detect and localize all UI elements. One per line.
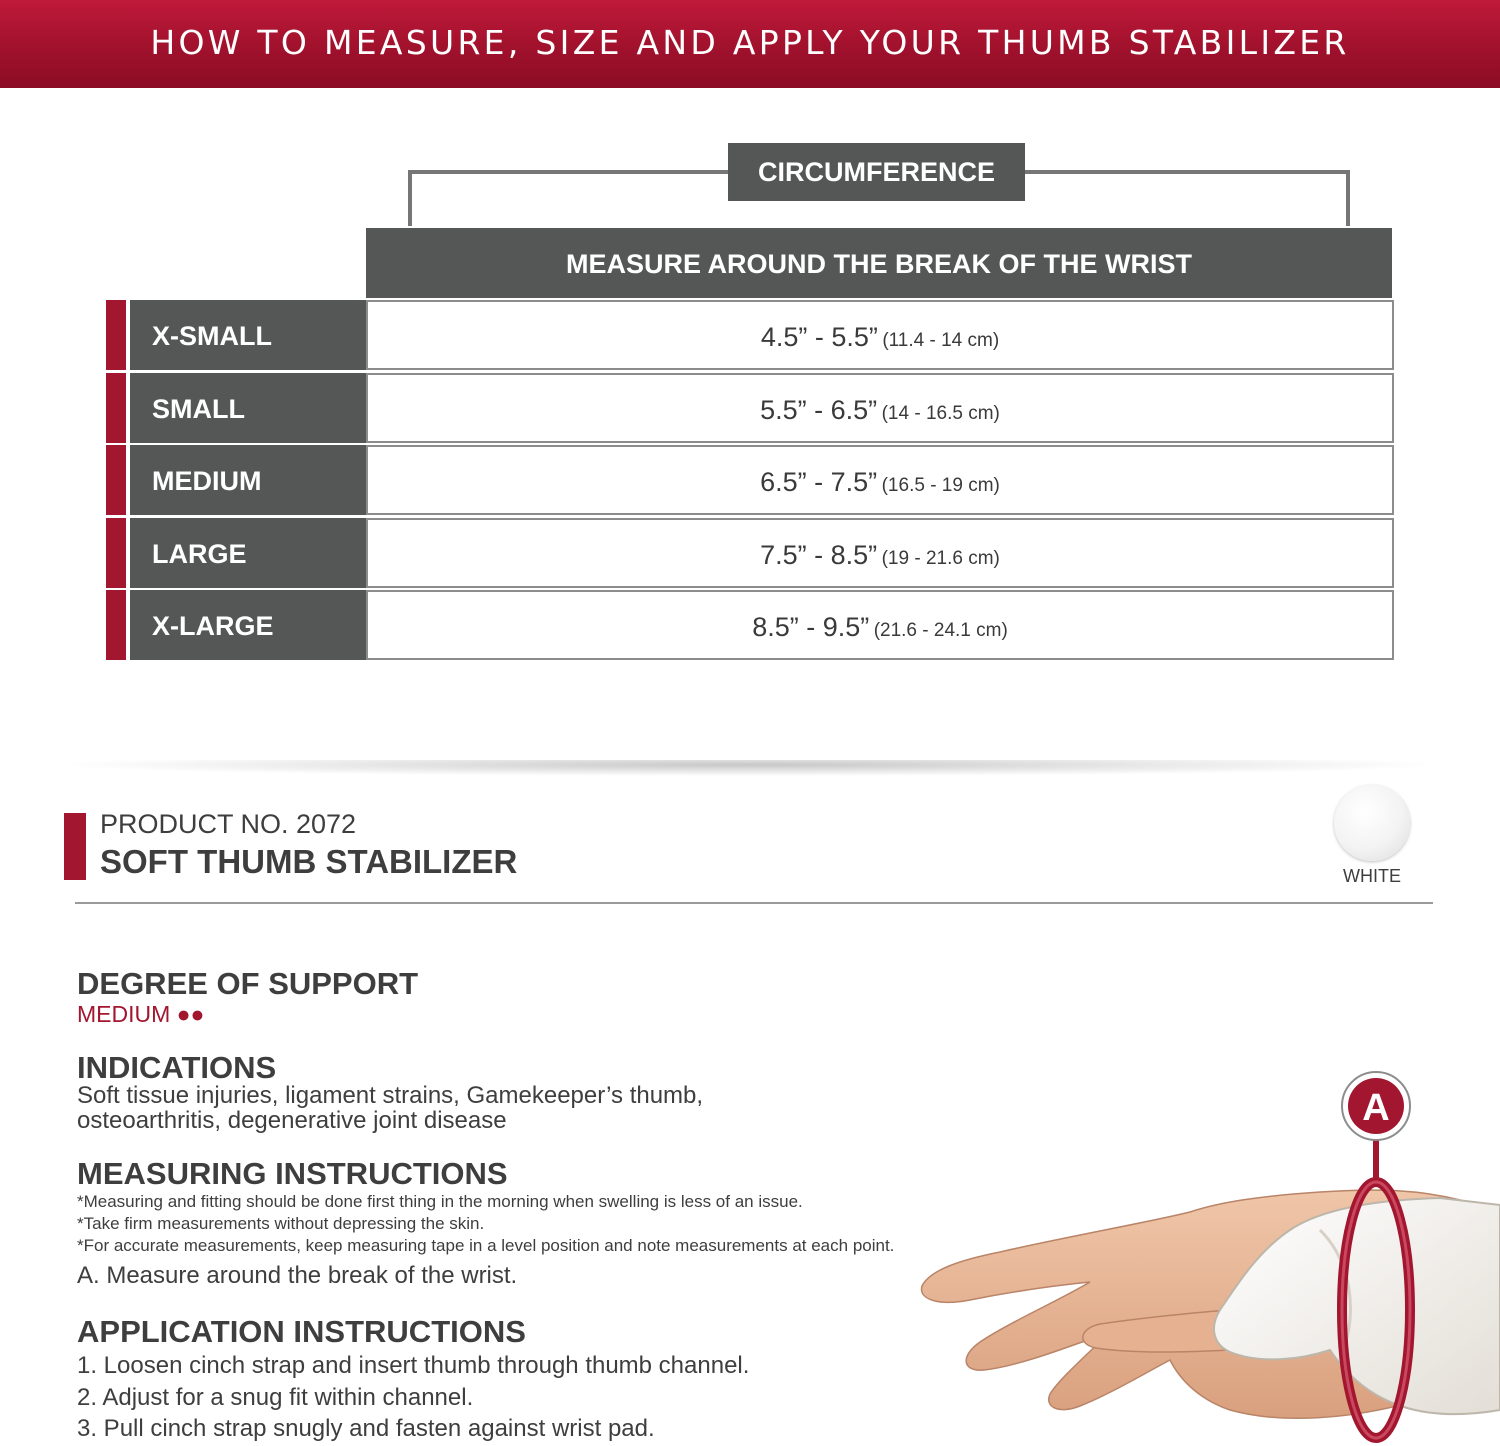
application-step: 1. Loosen cinch strap and insert thumb through thumb channel. bbox=[77, 1352, 750, 1379]
size-row-accent bbox=[106, 445, 126, 515]
measurement-column-header: MEASURE AROUND THE BREAK OF THE WRIST bbox=[366, 228, 1392, 298]
support-level: MEDIUM ●● bbox=[77, 1001, 205, 1027]
size-inches: 4.5” - 5.5” bbox=[760, 322, 878, 352]
product-accent-bar bbox=[64, 813, 86, 880]
measuring-step: A. Measure around the break of the wrist. bbox=[77, 1262, 518, 1289]
circumference-label: CIRCUMFERENCE bbox=[728, 143, 1025, 201]
page-title: HOW TO MEASURE, SIZE AND APPLY YOUR THUMB STABILIZER bbox=[150, 23, 1350, 62]
measuring-note: *Measuring and fitting should be done first thing in the morning when swelling is less of an issue. bbox=[77, 1192, 803, 1211]
color-swatch-label: WHITE bbox=[1343, 866, 1401, 886]
size-inches: 6.5” - 7.5” bbox=[760, 467, 878, 497]
measuring-heading: MEASURING INSTRUCTIONS bbox=[77, 1156, 508, 1191]
size-inches: 5.5” - 6.5” bbox=[760, 395, 878, 425]
measuring-note: *Take firm measurements without depressing the skin. bbox=[77, 1214, 485, 1233]
marker-letter: A bbox=[1362, 1087, 1390, 1129]
size-cm: (16.5 - 19 cm) bbox=[881, 475, 1000, 496]
support-heading: DEGREE OF SUPPORT bbox=[77, 966, 419, 1001]
application-heading: APPLICATION INSTRUCTIONS bbox=[77, 1314, 526, 1349]
indications-heading: INDICATIONS bbox=[77, 1050, 277, 1085]
size-row-accent bbox=[106, 518, 126, 588]
size-label: MEDIUM bbox=[152, 466, 262, 496]
product-number: PRODUCT NO. 2072 bbox=[100, 809, 357, 839]
size-row-medium bbox=[106, 445, 1396, 515]
size-row-accent bbox=[106, 590, 126, 660]
product-name: SOFT THUMB STABILIZER bbox=[100, 843, 518, 880]
size-row-small bbox=[106, 373, 1396, 443]
product-rule bbox=[75, 902, 1433, 904]
size-label: X-LARGE bbox=[152, 611, 274, 641]
header-banner bbox=[0, 0, 1500, 88]
size-value-cell bbox=[366, 445, 1394, 515]
size-cm: (21.6 - 24.1 cm) bbox=[873, 620, 1008, 641]
size-label: X-SMALL bbox=[152, 321, 272, 351]
size-row-accent bbox=[106, 300, 126, 370]
section-divider bbox=[70, 760, 1430, 776]
size-label: LARGE bbox=[152, 539, 247, 569]
size-label: SMALL bbox=[152, 394, 245, 424]
application-step: 2. Adjust for a snug fit within channel. bbox=[77, 1384, 474, 1411]
size-cm: (11.4 - 14 cm) bbox=[882, 330, 1000, 351]
size-cm: (14 - 16.5 cm) bbox=[881, 403, 1000, 424]
size-label-cell bbox=[130, 518, 370, 588]
indications-line: Soft tissue injuries, ligament strains, Gamekeeper’s thumb, bbox=[77, 1082, 704, 1109]
indications-line: osteoarthritis, degenerative joint disease bbox=[77, 1107, 507, 1134]
size-value-cell bbox=[366, 300, 1394, 370]
size-cm: (19 - 21.6 cm) bbox=[881, 548, 1000, 569]
hand-brace-illustration bbox=[900, 1060, 1500, 1446]
size-value-cell bbox=[366, 373, 1394, 443]
size-row-large bbox=[106, 518, 1396, 588]
size-label-cell bbox=[130, 590, 370, 660]
color-swatch-white bbox=[1334, 785, 1410, 861]
size-value-cell bbox=[366, 590, 1394, 660]
size-inches: 7.5” - 8.5” bbox=[760, 540, 878, 570]
size-label-cell bbox=[130, 300, 370, 370]
measuring-note: *For accurate measurements, keep measuring tape in a level position and note measurements at each point. bbox=[77, 1236, 895, 1255]
size-inches: 8.5” - 9.5” bbox=[752, 612, 870, 642]
size-row-accent bbox=[106, 373, 126, 443]
size-label-cell bbox=[130, 373, 370, 443]
application-step: 3. Pull cinch strap snugly and fasten against wrist pad. bbox=[77, 1415, 655, 1442]
size-value-cell bbox=[366, 518, 1394, 588]
size-row-x-large bbox=[106, 590, 1396, 660]
size-label-cell bbox=[130, 445, 370, 515]
size-row-x-small bbox=[106, 300, 1396, 370]
